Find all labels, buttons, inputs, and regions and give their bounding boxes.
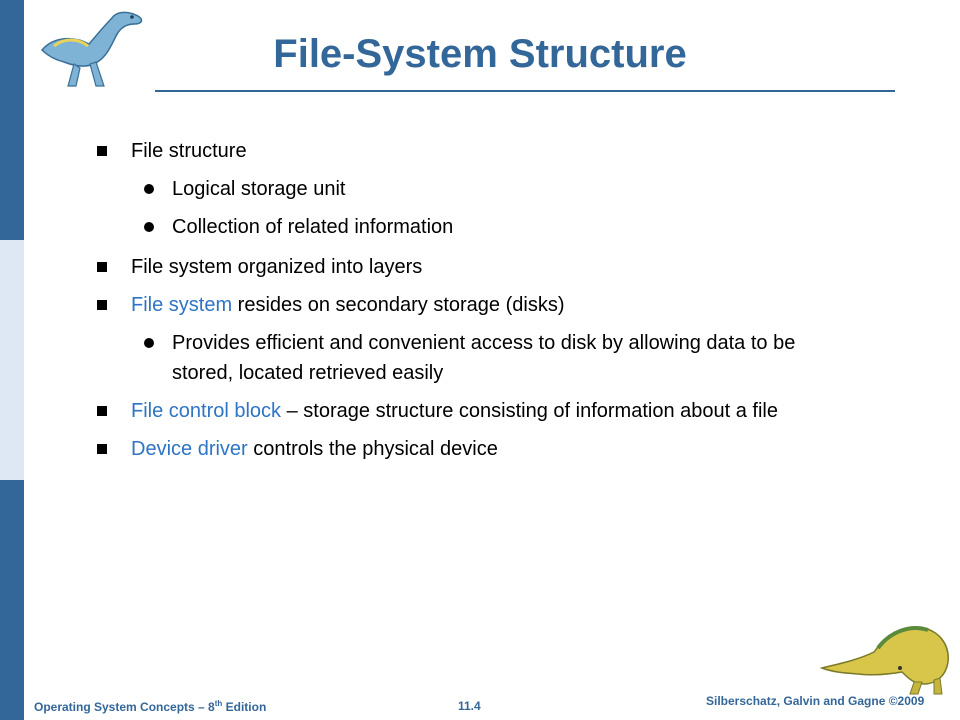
bullet-text: File system organized into layers [131, 256, 423, 278]
bullet-item [172, 212, 453, 242]
footer-right: Silberschatz, Galvin and Gagne ©2009 [706, 694, 925, 708]
square-bullet-icon [97, 146, 107, 156]
round-bullet-icon [144, 338, 154, 348]
square-bullet-icon [97, 406, 107, 416]
round-bullet-icon [144, 222, 154, 232]
bullet-text: – storage structure consisting of information about a file [281, 400, 778, 422]
bullet-item [131, 252, 422, 282]
page-title: File-System Structure [273, 32, 687, 76]
footer-sup: th [214, 699, 223, 708]
term-highlight: File control block [131, 400, 282, 422]
bullet-text: controls the physical device [247, 438, 498, 460]
bullet-item [131, 434, 498, 464]
bullet-item [131, 396, 778, 426]
square-bullet-icon [97, 444, 107, 454]
square-bullet-icon [97, 300, 107, 310]
bullet-text: Collection of related information [172, 216, 454, 238]
bullet-item [172, 174, 345, 204]
footer-slide-number: 11.4 [458, 699, 481, 713]
footer-left [34, 699, 266, 714]
bullet-text: File structure [131, 140, 247, 162]
footer-book-title: Operating System Concepts – 8 [34, 700, 215, 714]
dinosaur-logo-bottom-icon [818, 618, 956, 696]
term-highlight: Device driver [131, 438, 248, 460]
bullet-item [131, 290, 565, 320]
bullet-item [131, 136, 247, 166]
bullet-text: Provides efficient and convenient access to disk by allowing data to be [172, 332, 796, 354]
bullet-item [172, 328, 795, 388]
bullet-text-continuation: stored, located retrieved easily [172, 362, 444, 384]
bullet-text: resides on secondary storage (disks) [232, 294, 565, 316]
square-bullet-icon [97, 262, 107, 272]
round-bullet-icon [144, 184, 154, 194]
bullet-text: Logical storage unit [172, 178, 346, 200]
footer-edition: Edition [222, 700, 267, 714]
term-highlight: File system [131, 294, 233, 316]
